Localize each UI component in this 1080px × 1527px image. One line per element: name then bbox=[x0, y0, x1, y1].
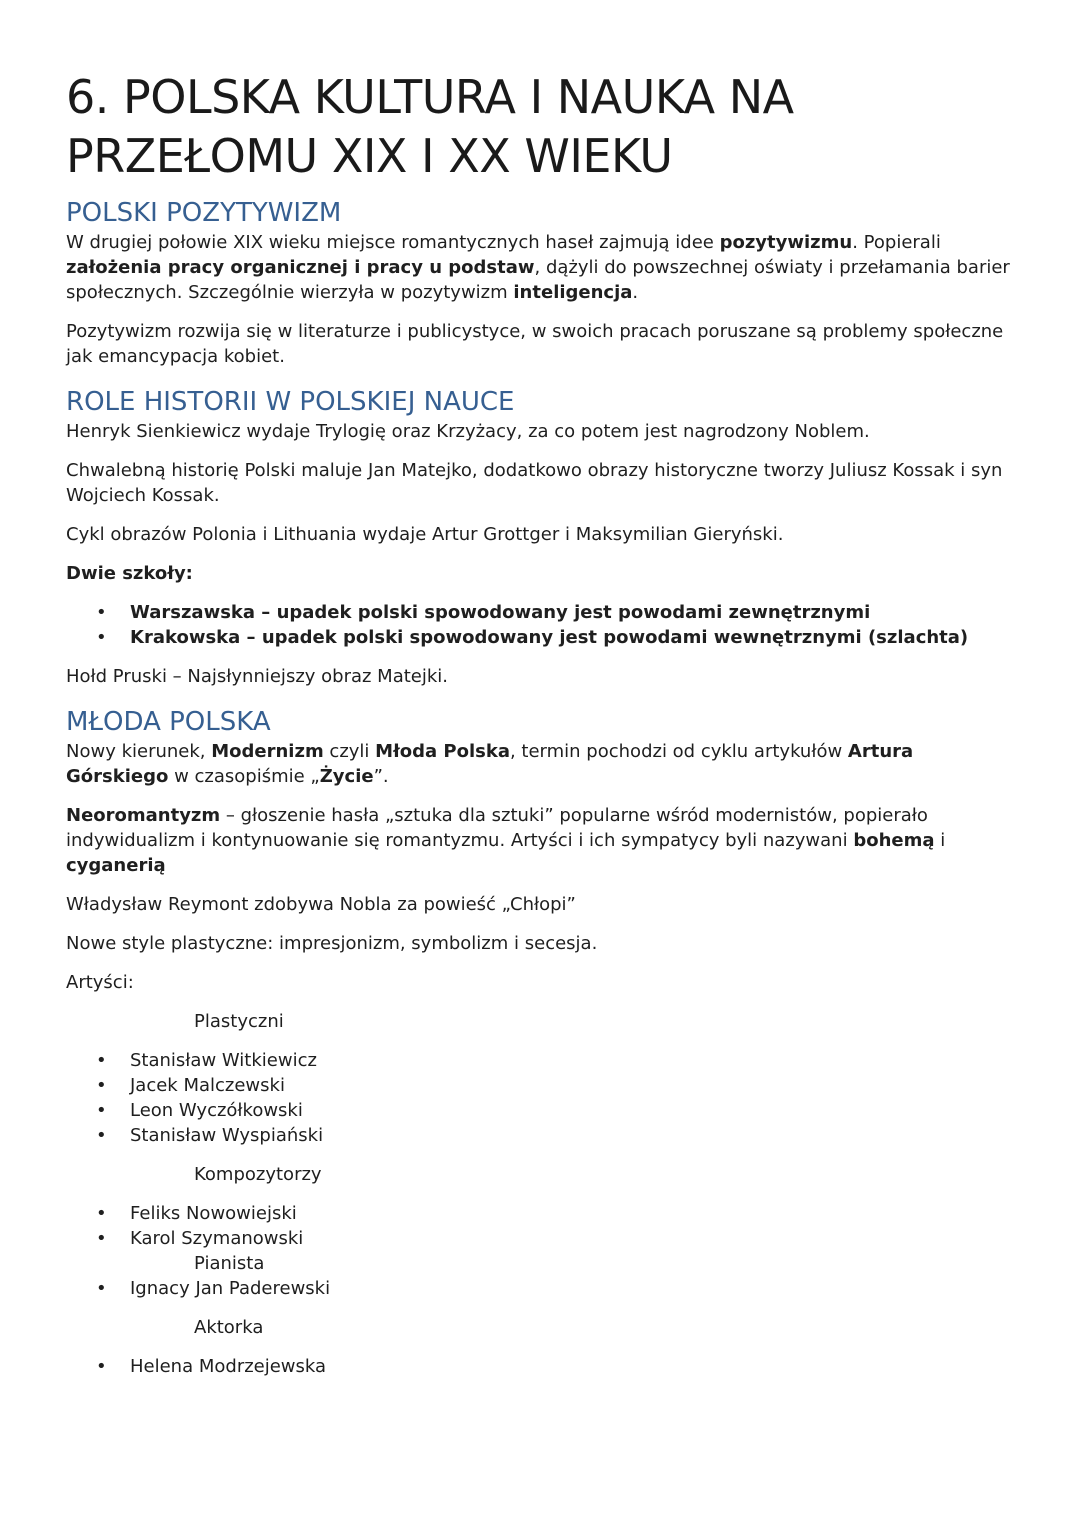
paragraph-mloda-4: Nowe style plastyczne: impresjonizm, symbolizm i secesja. bbox=[66, 933, 598, 954]
bullet-icon: • bbox=[96, 602, 107, 623]
pianista-list bbox=[66, 1276, 1020, 1301]
subheading-plastyczni: Plastyczni bbox=[194, 1011, 284, 1032]
paragraph-historia-2: Chwalebną historię Polski maluje Jan Matejko, dodatkowo obrazy historyczne tworzy Juliusz Kossak i syn Wojciech Kossak. bbox=[66, 460, 1003, 506]
paragraph-mloda-3: Władysław Reymont zdobywa Nobla za powieść „Chłopi” bbox=[66, 894, 576, 915]
heading-mloda-polska: MŁODA POLSKA bbox=[66, 707, 271, 737]
list-item: • Ignacy Jan Paderewski bbox=[96, 1278, 331, 1299]
bullet-icon: • bbox=[96, 1356, 107, 1377]
list-item: • Helena Modrzejewska bbox=[96, 1356, 327, 1377]
bullet-icon: • bbox=[96, 1228, 107, 1249]
bullet-icon: • bbox=[96, 1203, 107, 1224]
page-title: 6. POLSKA KULTURA I NAUKA NA PRZEŁOMU XIX I XX WIEKU bbox=[66, 70, 794, 183]
subheading-kompozytorzy: Kompozytorzy bbox=[194, 1164, 322, 1185]
plastyczni-list bbox=[66, 1048, 1020, 1148]
list-item: • Warszawska – upadek polski spowodowany jest powodami zewnętrznymi bbox=[96, 602, 871, 623]
paragraph-historia-1: Henryk Sienkiewicz wydaje Trylogię oraz Krzyżacy, za co potem jest nagrodzony Noblem. bbox=[66, 421, 870, 442]
schools-label: Dwie szkoły: bbox=[66, 563, 193, 584]
list-item: • Stanisław Wyspiański bbox=[96, 1125, 324, 1146]
list-item: • Leon Wyczółkowski bbox=[96, 1100, 303, 1121]
aktorka-list bbox=[66, 1354, 1020, 1379]
paragraph-pozytywizm-2: Pozytywizm rozwija się w literaturze i publicystyce, w swoich pracach poruszane są problemy społeczne jak emancypacja kobiet. bbox=[66, 321, 1004, 367]
bullet-icon: • bbox=[96, 1100, 107, 1121]
bullet-icon: • bbox=[96, 627, 107, 648]
list-item: • Karol Szymanowski bbox=[96, 1228, 304, 1249]
artists-label: Artyści: bbox=[66, 972, 134, 993]
subheading-pianista: Pianista bbox=[194, 1253, 265, 1274]
kompozytorzy-list bbox=[66, 1201, 1020, 1251]
bullet-icon: • bbox=[96, 1050, 107, 1071]
bullet-icon: • bbox=[96, 1075, 107, 1096]
paragraph-historia-4: Hołd Pruski – Najsłynniejszy obraz Matejki. bbox=[66, 666, 449, 687]
list-item: • Jacek Malczewski bbox=[96, 1075, 285, 1096]
paragraph-mloda-1: Nowy kierunek, Modernizm czyli Młoda Polska, termin pochodzi od cyklu artykułów Artura Górskiego w czasopiśmie „Życie”. bbox=[66, 741, 914, 787]
paragraph-pozytywizm-1: W drugiej połowie XIX wieku miejsce romantycznych haseł zajmują idee pozytywizmu. Popierali założenia pracy organicznej i pracy u podstaw, dążyli do powszechnej oświaty i przełamania barier społecznych. Szczególnie wierzyła w pozytywizm inteligencja. bbox=[66, 232, 1010, 303]
list-item: • Stanisław Witkiewicz bbox=[96, 1050, 317, 1071]
heading-pozytywizm: POLSKI POZYTYWIZM bbox=[66, 198, 342, 228]
list-item: • Krakowska – upadek polski spowodowany jest powodami wewnętrznymi (szlachta) bbox=[96, 627, 969, 648]
bullet-icon: • bbox=[96, 1278, 107, 1299]
paragraph-mloda-2: Neoromantyzm – głoszenie hasła „sztuka dla sztuki” popularne wśród modernistów, popierało indywidualizm i kontynuowanie się romantyzmu. Artyści i ich sympatycy byli nazywani bohemą i cyganerią bbox=[66, 805, 946, 876]
bullet-icon: • bbox=[96, 1125, 107, 1146]
list-item: • Feliks Nowowiejski bbox=[96, 1203, 297, 1224]
schools-list bbox=[66, 600, 1020, 650]
heading-historia: ROLE HISTORII W POLSKIEJ NAUCE bbox=[66, 387, 515, 417]
paragraph-historia-3: Cykl obrazów Polonia i Lithuania wydaje Artur Grottger i Maksymilian Gieryński. bbox=[66, 524, 784, 545]
subheading-aktorka: Aktorka bbox=[194, 1317, 264, 1338]
